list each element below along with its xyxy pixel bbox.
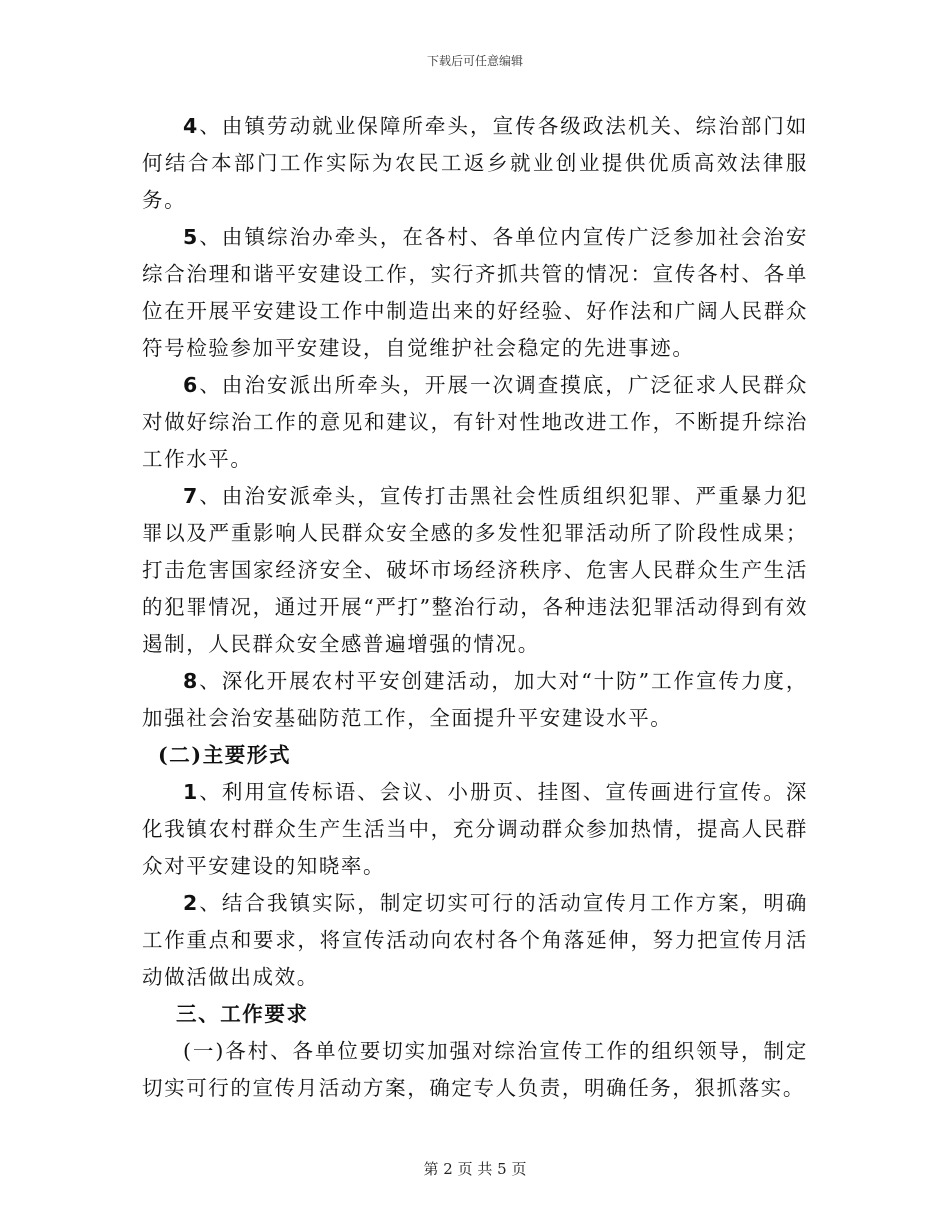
page-footer: 第 2 页 共 5 页 <box>423 1160 527 1178</box>
forms-item-1 <box>142 774 808 885</box>
page-header: 下载后可任意编辑 <box>426 54 523 68</box>
item-text: 、由治安派牵头，宣传打击黑社会性质组织犯罪、严重暴力犯罪以及严重影响人民群众安全感的多发性犯罪活动所了阶段性成果；打击危害国家经济安全、破坏市场经济秩序、危害人民群众生产生活的犯罪情况，通过开展“严打”整治行动，各种违法犯罪活动得到有效遏制，人民群众安全感普遍增强的情况。 <box>142 484 808 656</box>
item-text: 、深化开展农村平安创建活动，加大对“十防”工作宣传力度，加强社会治安基础防范工作，全面提升平安建设水平。 <box>142 669 808 730</box>
item-number: 7 <box>183 484 199 508</box>
item-number: 4 <box>183 114 199 138</box>
document-body <box>142 108 808 1107</box>
item-text: 、由治安派出所牵头，开展一次调查摸底，广泛征求人民群众对做好综治工作的意见和建议，有针对性地改进工作，不断提升综治工作水平。 <box>142 373 808 471</box>
section-heading-requirements: 三、工作要求 <box>176 1002 309 1026</box>
item-text: 、结合我镇实际，制定切实可行的活动宣传月工作方案，明确工作重点和要求，将宣传活动向农村各个角落延伸，努力把宣传月活动做活做出成效。 <box>142 891 808 989</box>
paragraph-item-8 <box>142 663 808 737</box>
paragraph-item-5 <box>142 219 808 367</box>
item-text: 、利用宣传标语、会议、小册页、挂图、宣传画进行宣传。深化我镇农村群众生产生活当中，充分调动群众参加热情，提高人民群众对平安建设的知晓率。 <box>142 780 808 878</box>
section-heading-forms: (二)主要形式 <box>158 743 292 767</box>
item-text: (一)各村、各单位要切实加强对综治宣传工作的组织领导，制定切实可行的宣传月活动方案，确定专人负责，明确任务，狠抓落实。 <box>142 1039 808 1100</box>
item-number: 5 <box>183 225 199 249</box>
paragraph-item-7 <box>142 478 808 663</box>
requirements-item-1 <box>142 1033 808 1107</box>
paragraph-item-4 <box>142 108 808 219</box>
item-text: 、由镇综治办牵头，在各村、各单位内宣传广泛参加社会治安综合治理和谐平安建设工作，实行齐抓共管的情况：宣传各村、各单位在开展平安建设工作中制造出来的好经验、好作法和广阔人民群众符号检验参加平安建设，自觉维护社会稳定的先进事迹。 <box>142 225 808 360</box>
forms-item-2 <box>142 885 808 996</box>
item-number: 8 <box>183 669 199 693</box>
item-number: 6 <box>183 373 199 397</box>
item-text: 、由镇劳动就业保障所牵头，宣传各级政法机关、综治部门如何结合本部门工作实际为农民工返乡就业创业提供优质高效法律服务。 <box>142 114 808 212</box>
item-number: 1 <box>183 780 199 804</box>
item-number: 2 <box>183 891 199 915</box>
paragraph-item-6 <box>142 367 808 478</box>
